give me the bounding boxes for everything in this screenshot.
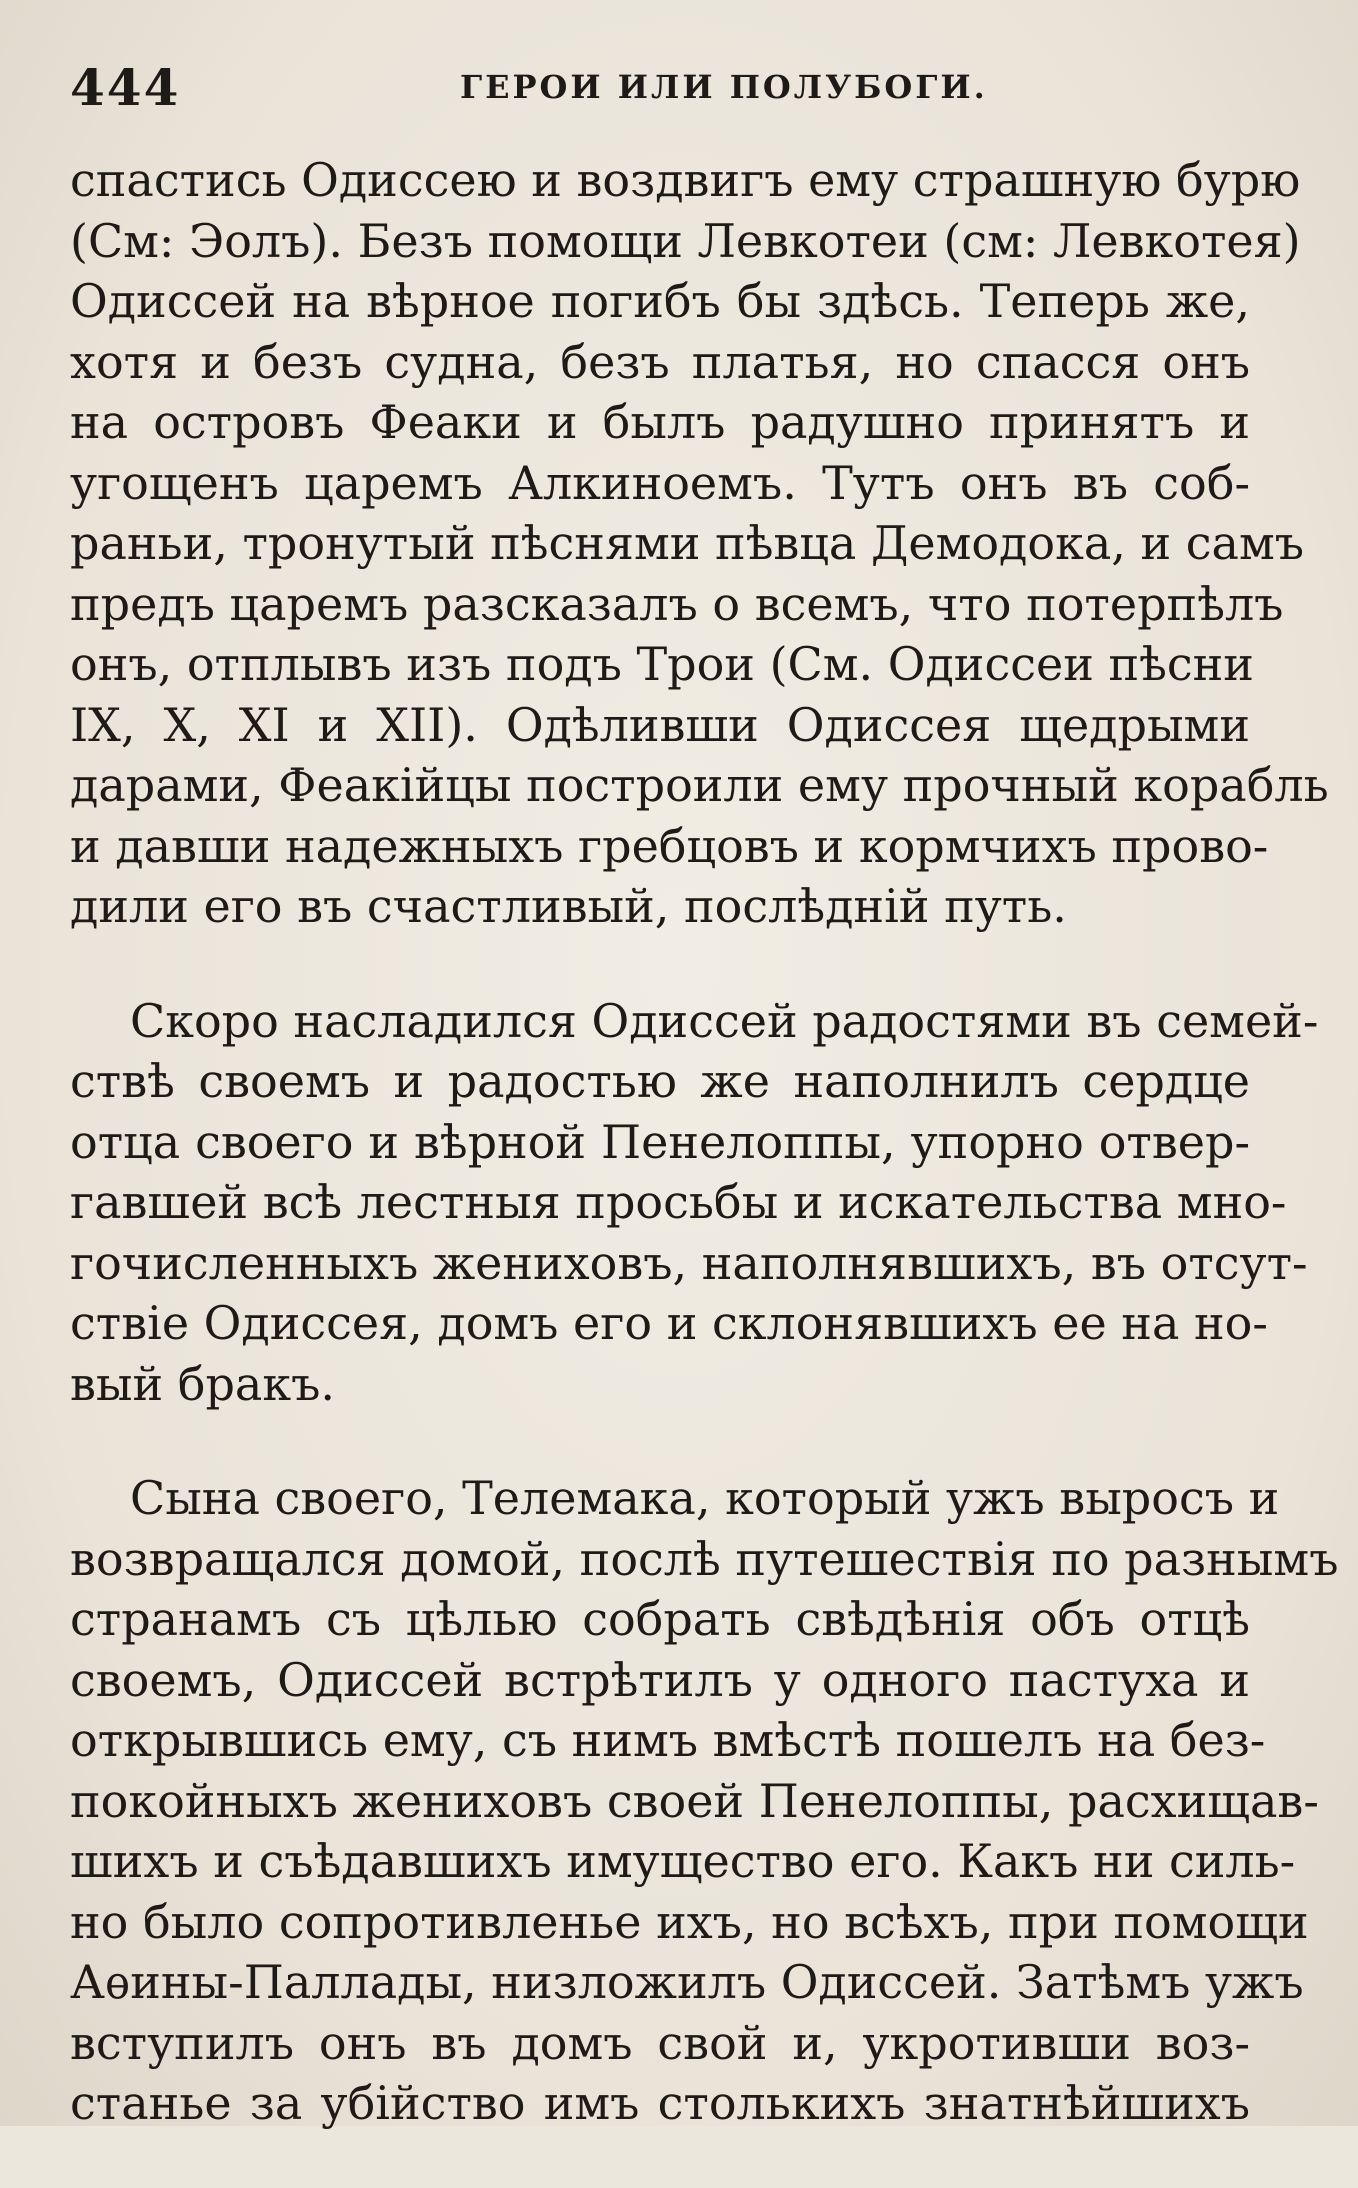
running-head xyxy=(70,58,1250,118)
text-line: IX, X, XI и XII). Одѣливши Одиссея щедрыми xyxy=(70,697,1250,752)
text-line: Аѳины-Паллады, низложилъ Одиссей. Затѣмъ ужъ xyxy=(70,1955,1304,2009)
text-line: открывшись ему, съ нимъ вмѣстѣ пошелъ на без- xyxy=(70,1713,1266,1767)
text-line: гочисленныхъ жениховъ, наполнявшихъ, въ отсут- xyxy=(70,1235,1308,1290)
paragraph-1 xyxy=(70,150,1329,937)
text-line: станье за убійство имъ столькихъ знатнѣйшихъ xyxy=(70,2076,1250,2130)
page-number: 444 xyxy=(70,58,181,117)
text-line: ствіе Одиссея, домъ его и склонявшихъ ее на но- xyxy=(70,1296,1268,1350)
text-line: но было сопротивленье ихъ, но всѣхъ, при помощи xyxy=(70,1894,1309,1949)
text-line: и давши надежныхъ гребцовъ и кормчихъ прово- xyxy=(70,818,1269,873)
text-line: дарами, Феакійцы построили ему прочный корабль xyxy=(70,758,1329,812)
text-line: хотя и безъ судна, безъ платья, но спасся онъ xyxy=(70,334,1250,389)
text-line: онъ, отплывъ изъ подъ Трои (См. Одиссеи пѣсни xyxy=(70,637,1254,691)
text-line: Скоро насладился Одиссей радостями въ семей- xyxy=(130,993,1319,1048)
text-line: шихъ и съѣдавшихъ имущество его. Какъ ни силь- xyxy=(70,1834,1296,1888)
text-line: раньи, тронутый пѣснями пѣвца Демодока, и самъ xyxy=(70,516,1305,570)
paragraph-2 xyxy=(70,991,1319,1415)
text-body xyxy=(70,150,1339,2188)
text-line: возвращался домой, послѣ путешествія по разнымъ xyxy=(70,1531,1339,1586)
text-line: отца своего и вѣрной Пенелоппы, упорно отвер- xyxy=(70,1114,1250,1169)
text-line: своемъ, Одиссей встрѣтилъ у одного пастуха и xyxy=(70,1652,1250,1707)
text-line: Сына своего, Телемака, который ужъ выросъ и xyxy=(130,1471,1280,1525)
text-line: предъ царемъ разсказалъ о всемъ, что потерпѣлъ xyxy=(70,576,1284,631)
text-line: ствѣ своемъ и радостью же наполнилъ сердце xyxy=(70,1054,1250,1108)
paragraph-3 xyxy=(70,1468,1339,2134)
text-line: вый бракъ. xyxy=(70,1356,335,1411)
text-line: покойныхъ жениховъ своей Пенелоппы, расхищав- xyxy=(70,1773,1319,1828)
text-line: дили его въ счастливый, послѣдній путь. xyxy=(70,879,1067,933)
running-title: ГЕРОИ ИЛИ ПОЛУБОГИ. xyxy=(460,68,988,106)
text-line: угощенъ царемъ Алкиноемъ. Тутъ онъ въ соб- xyxy=(70,455,1250,510)
text-line: спастись Одиссею и воздвигъ ему страшную бурю xyxy=(70,153,1301,207)
text-line: вступилъ онъ въ домъ свой и, укротивши воз- xyxy=(70,2015,1250,2070)
text-line: странамъ съ цѣлью собрать свѣдѣнія объ отцѣ xyxy=(70,1592,1250,1646)
text-line: гавшей всѣ лестныя просьбы и искательства мно- xyxy=(70,1175,1287,1229)
text-line: на островъ Феаки и былъ радушно принятъ и xyxy=(70,395,1250,449)
text-line: Одиссей на вѣрное погибъ бы здѣсь. Теперь же, xyxy=(70,274,1250,328)
text-line: (См: Эолъ). Безъ помощи Левкотеи (см: Левкотея) xyxy=(70,213,1301,268)
